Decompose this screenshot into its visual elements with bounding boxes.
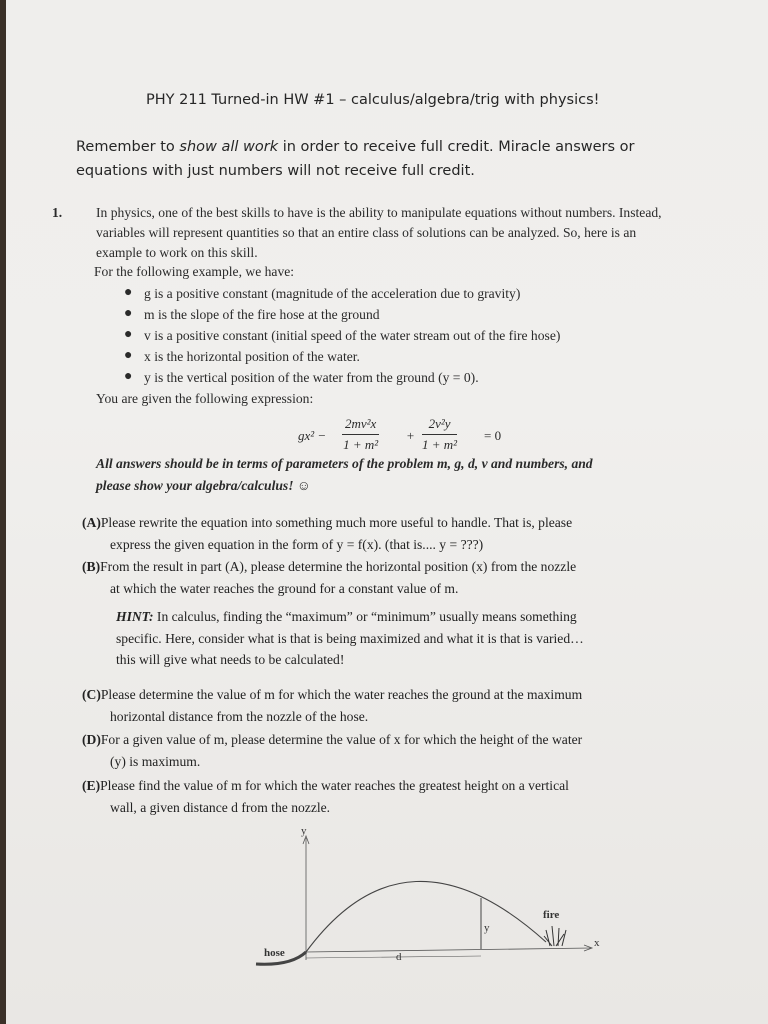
hint-block: HINT: In calculus, finding the “maximum” or “minimum” usually means something specific. Here, consider what is that is being maximized and what it is that is varied… this will give what needs to be calculated!	[116, 609, 584, 667]
fire-icon	[544, 926, 566, 946]
equation-term-1: gx² −	[298, 428, 327, 443]
question-number: 1.	[52, 205, 63, 220]
equation-rhs: = 0	[484, 428, 502, 443]
list-item: ● g is a positive constant (magnitude of the acceleration due to gravity)	[124, 285, 521, 301]
hose-label: hose	[264, 947, 285, 959]
y-axis-label: y	[301, 826, 307, 837]
part-d: (D)For a given value of m, please determine the value of x for which the height of the water (y) is maximum.	[82, 732, 583, 769]
equation-fraction-1: $\frac{\text{2mv²x}}{\text{1 + m²}}$	[343, 416, 379, 452]
list-item: ● x is the horizontal position of the water.	[124, 348, 360, 364]
intro-line-2: equations with just numbers will not receive full credit.	[76, 163, 475, 179]
given-line: You are given the following expression:	[96, 391, 314, 406]
fire-label: fire	[543, 909, 560, 921]
hint-label: HINT:	[116, 609, 154, 624]
x-axis	[306, 948, 591, 952]
answer-note: All answers should be in terms of parameters of the problem m, g, d, v and numbers, and please show your algebra/calculus! ☺	[96, 456, 593, 493]
list-item: ● v is a positive constant (initial speed of the water stream out of the fire hose)	[124, 327, 561, 343]
homework-page	[6, 0, 768, 1024]
part-e: (E)Please find the value of m for which the water reaches the greatest height on a vertical wall, a given distance d from the nozzle.	[82, 778, 569, 815]
bullet-icon: ●	[124, 306, 133, 321]
x-axis-label: x	[594, 937, 600, 949]
water-trajectory	[306, 881, 546, 952]
bullet-icon: ●	[124, 285, 133, 300]
equation-fraction-2: $\frac{\text{2v²y}}{\text{1 + m²}}$	[422, 416, 458, 452]
distance-label: d	[396, 951, 402, 963]
example-line: For the following example, we have:	[94, 264, 295, 280]
height-label: y	[484, 922, 490, 934]
list-item: ● m is the slope of the fire hose at the ground	[124, 306, 380, 322]
variable-list	[122, 284, 682, 389]
distance-line	[306, 956, 481, 958]
part-a: (A)Please rewrite the equation into something much more useful to handle. That is, please express the given equation in the form of y = f(x). (that is.... y = ???)	[82, 515, 573, 552]
question-paragraph: In physics, one of the best skills to have is the ability to manipulate equations without numbers. Instead, variables will represent quantities so that an entire class of solutions can be analyzed. So, here is an example to work on this skill. For the following example, we have:	[94, 205, 662, 280]
list-item: ● y is the vertical position of the water from the ground (y = 0).	[124, 369, 479, 385]
equation-plus: +	[406, 428, 415, 443]
trajectory-diagram	[246, 826, 626, 986]
intro-line-1: Remember to show all work in order to receive full credit. Miracle answers or	[76, 139, 635, 155]
bullet-icon: ●	[124, 348, 133, 363]
bullet-icon: ●	[124, 369, 133, 384]
intro-text	[76, 135, 676, 183]
page-title: PHY 211 Turned-in HW #1 – calculus/algebra/trig with physics!	[146, 92, 600, 108]
part-b: (B)From the result in part (A), please determine the horizontal position (x) from the nozzle at which the water reaches the ground for a constant value of m.	[82, 559, 577, 596]
bullet-icon: ●	[124, 327, 133, 342]
intro-emphasis: show all work	[179, 139, 279, 155]
part-c: (C)Please determine the value of m for which the water reaches the ground at the maximum horizontal distance from the nozzle of the hose.	[82, 687, 583, 724]
equation	[298, 414, 598, 456]
